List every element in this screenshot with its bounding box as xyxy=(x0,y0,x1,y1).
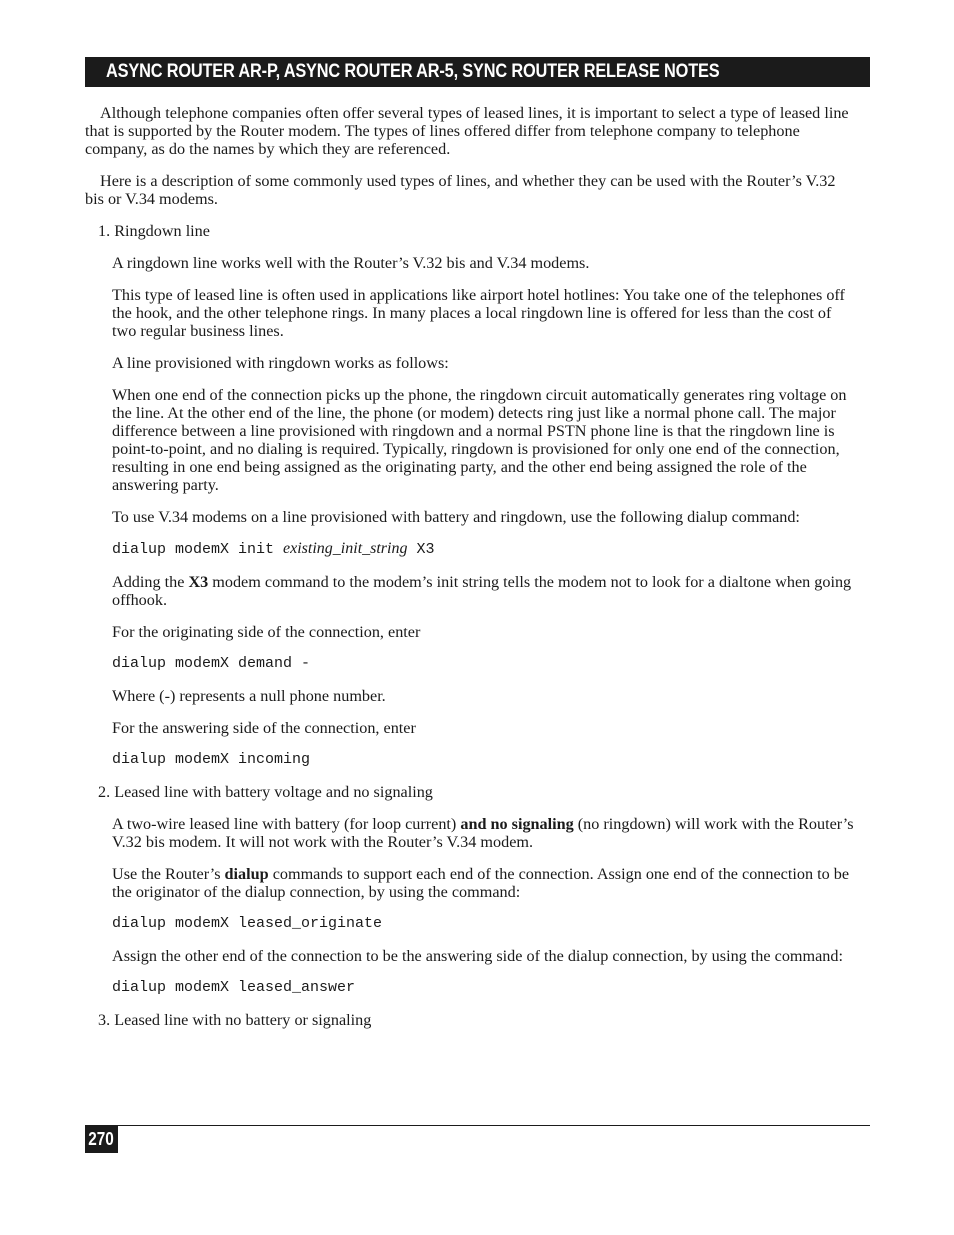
item-1-paragraph-8: Where (-) represents a null phone number. xyxy=(112,687,386,705)
item-2-paragraph-1-bold: and no signaling xyxy=(460,815,574,833)
footer-rule xyxy=(85,1125,870,1126)
intro-paragraph-1: Although telephone companies often offer several types of leased lines, it is important to select a type of leased line that is supported by the Router modem. The types of lines offered differ from telephone company to telephone company, as do the names by which they are referenced. xyxy=(85,104,849,158)
code-dialup-init xyxy=(85,540,857,559)
code-dialup-incoming: dialup modemX incoming xyxy=(112,751,311,768)
document-body xyxy=(85,104,857,1043)
item-2-paragraph-2 xyxy=(85,865,857,901)
page-number: 270 xyxy=(88,1129,115,1149)
item-2-paragraph-2-bold: dialup xyxy=(224,865,269,883)
item-1-heading: 1. Ringdown line xyxy=(98,222,210,240)
item-1-paragraph-3: A line provisioned with ringdown works as follows: xyxy=(112,354,449,372)
item-1-paragraph-2: This type of leased line is often used in applications like airport hotel hotlines: You take one of the telephones off the hook, and the other telephone rings. In many places a local ringdown line is offered for less than the cost of two regular business lines. xyxy=(112,286,845,340)
page-header-bar xyxy=(85,57,870,87)
code-dialup-init-suffix: X3 xyxy=(407,541,435,558)
item-2-paragraph-2-post: commands to support each end of the connection. Assign one end of the connection to be the originator of the dialup connection, by using the command: xyxy=(112,865,850,901)
page-header-title: ASYNC ROUTER AR-P, ASYNC ROUTER AR-5, SYNC ROUTER RELEASE NOTES xyxy=(106,61,720,82)
item-1-paragraph-6 xyxy=(85,573,857,609)
item-1-paragraph-5: To use V.34 modems on a line provisioned with battery and ringdown, use the following dialup command: xyxy=(112,508,800,526)
item-1-paragraph-6-bold: X3 xyxy=(188,573,209,591)
item-2-paragraph-1 xyxy=(85,815,857,851)
page-number-badge xyxy=(85,1126,118,1153)
intro-paragraph-2: Here is a description of some commonly used types of lines, and whether they can be used with the Router’s V.32 bis or V.34 modems. xyxy=(85,172,836,208)
code-dialup-leased-originate: dialup modemX leased_originate xyxy=(112,915,383,932)
item-2-paragraph-2-pre: Use the Router’s xyxy=(112,865,225,883)
code-dialup-demand: dialup modemX demand - xyxy=(112,655,311,672)
code-dialup-init-prefix: dialup modemX init xyxy=(112,541,284,558)
code-dialup-init-variable: existing_init_string xyxy=(283,540,408,557)
item-1-paragraph-6-pre: Adding the xyxy=(112,573,189,591)
code-dialup-leased-answer: dialup modemX leased_answer xyxy=(112,979,356,996)
item-1-paragraph-9: For the answering side of the connection, enter xyxy=(112,719,416,737)
item-2-paragraph-1-pre: A two-wire leased line with battery (for loop current) xyxy=(112,815,461,833)
item-1-paragraph-7: For the originating side of the connection, enter xyxy=(112,623,421,641)
item-1-paragraph-1: A ringdown line works well with the Router’s V.32 bis and V.34 modems. xyxy=(112,254,590,272)
item-1-paragraph-4: When one end of the connection picks up the phone, the ringdown circuit automatically generates ring voltage on the line. At the other end of the line, the phone (or modem) detects ring just like a normal phone call. The major difference between a line provisioned with ringdown and a normal PSTN phone line is that the ringdown line is point-to-point, and no dialing is required. Typically, ringdown is provisioned for only one end of the connection, resulting in one end being assigned as the originating party, and the other end being assigned the role of the answering party. xyxy=(112,386,847,494)
item-2-paragraph-3: Assign the other end of the connection to be the answering side of the dialup connection, by using the command: xyxy=(112,947,843,965)
item-1-paragraph-6-post: modem command to the modem’s init string tells the modem not to look for a dialtone when going offhook. xyxy=(112,573,852,609)
item-3-heading: 3. Leased line with no battery or signaling xyxy=(98,1011,372,1029)
item-2-heading: 2. Leased line with battery voltage and no signaling xyxy=(98,783,433,801)
item-2-paragraph-1-post: (no ringdown) will work with the Router’s V.32 bis modem. It will not work with the Router’s V.34 modem. xyxy=(112,815,854,851)
